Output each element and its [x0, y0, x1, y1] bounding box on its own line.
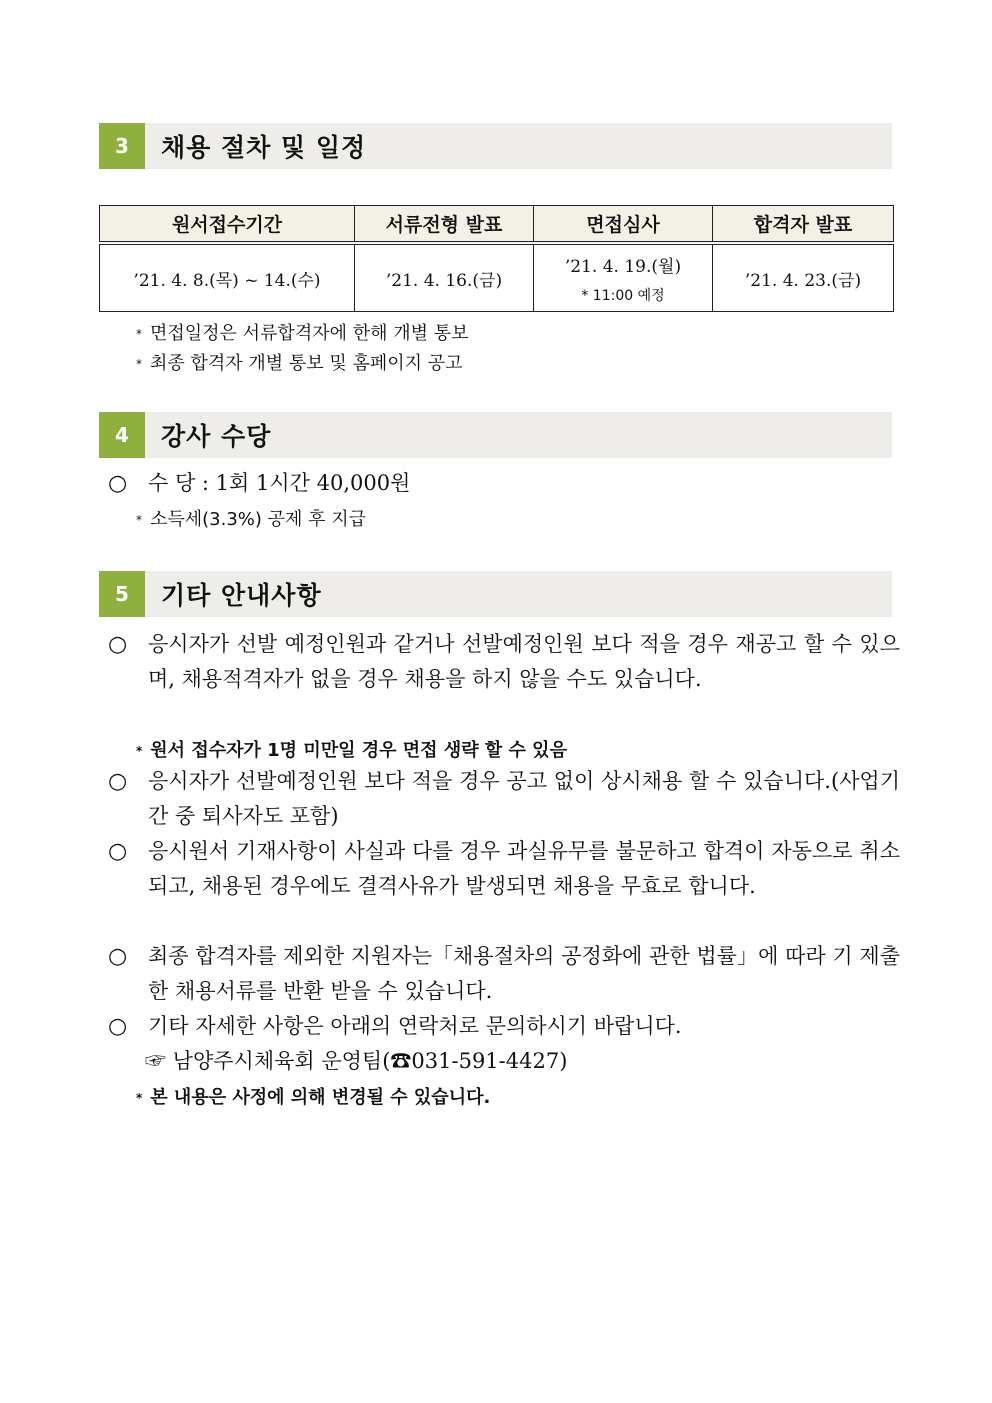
section-3-header [99, 123, 892, 169]
interview-time-note: * 11:00 예정 [581, 287, 665, 304]
table-header: 면접심사 [534, 206, 713, 244]
star-marker: * [136, 1091, 143, 1105]
note-line-bold [136, 1083, 490, 1109]
list-item-text: 최종 합격자를 제외한 지원자는「채용절차의 공정화에 관한 법률」에 따라 기 제출한 채용서류를 반환 받을 수 있습니다. [148, 944, 900, 1003]
note-line-bold [136, 736, 567, 762]
note-line [136, 505, 366, 531]
allowance-text: 수 당 : 1회 1시간 40,000원 [148, 471, 411, 495]
note-line [136, 349, 463, 375]
note-line [136, 319, 468, 345]
note-text: 최종 합격자 개별 통보 및 홈페이지 공고 [150, 353, 463, 374]
table-header: 원서접수기간 [100, 206, 355, 244]
list-item [108, 764, 900, 834]
star-marker: * [136, 357, 142, 371]
star-marker: * [136, 327, 142, 341]
section-title: 기타 안내사항 [161, 581, 322, 610]
contact-line: ☞ 남양주시체육회 운영팀(☎031-591-4427) [145, 1049, 568, 1073]
section-4-header [99, 412, 892, 458]
table-cell: ’21. 4. 23.(금) [713, 243, 894, 312]
list-item-text: 응시자가 선발예정인원 보다 적을 경우 공고 없이 상시채용 할 수 있습니다.(사업기간 중 퇴사자도 포함) [148, 769, 900, 828]
section-number: 3 [99, 123, 145, 169]
section-5-header [99, 571, 892, 617]
star-marker: * [136, 744, 143, 758]
note-text: 본 내용은 사정에 의해 변경될 수 있습니다. [150, 1087, 491, 1108]
table-cell: ’21. 4. 8.(목) ~ 14.(수) [100, 243, 355, 312]
schedule-table [99, 205, 894, 312]
star-marker: * [136, 513, 142, 527]
circle-bullet-icon: ○ [108, 471, 128, 496]
interview-date: ’21. 4. 19.(월) [564, 256, 682, 277]
circle-bullet-icon: ○ [108, 769, 128, 794]
list-item-text: 응시원서 기재사항이 사실과 다를 경우 과실유무를 불문하고 합격이 자동으로 취소되고, 채용된 경우에도 결격사유가 발생되면 채용을 무효로 합니다. [148, 839, 900, 898]
list-item-text: 응시자가 선발 예정인원과 같거나 선발예정인원 보다 적을 경우 재공고 할 수 있으며, 채용적격자가 없을 경우 채용을 하지 않을 수도 있습니다. [148, 632, 900, 691]
table-header: 합격자 발표 [713, 206, 894, 244]
note-text: 면접일정은 서류합격자에 한해 개별 통보 [150, 323, 469, 344]
list-item [108, 627, 900, 697]
note-text: 원서 접수자가 1명 미만일 경우 면접 생략 할 수 있음 [150, 740, 567, 761]
circle-bullet-icon: ○ [108, 944, 128, 969]
table-cell: ’21. 4. 16.(금) [355, 243, 534, 312]
section-number: 4 [99, 412, 145, 458]
circle-bullet-icon: ○ [108, 839, 128, 864]
table-header-row [100, 206, 894, 244]
list-item-text: 기타 자세한 사항은 아래의 연락처로 문의하시기 바랍니다. [148, 1014, 682, 1038]
circle-bullet-icon: ○ [108, 1014, 128, 1039]
list-item [108, 939, 900, 1009]
note-text: 소득세(3.3%) 공제 후 지급 [150, 509, 367, 530]
circle-bullet-icon: ○ [108, 632, 128, 657]
table-row [100, 243, 894, 312]
section-number: 5 [99, 571, 145, 617]
list-item [108, 834, 900, 904]
list-item [108, 1009, 900, 1044]
table-cell-interview [534, 243, 713, 312]
section-title: 채용 절차 및 일정 [161, 133, 367, 162]
section-title: 강사 수당 [161, 422, 272, 451]
table-header: 서류전형 발표 [355, 206, 534, 244]
allowance-item [108, 466, 900, 501]
